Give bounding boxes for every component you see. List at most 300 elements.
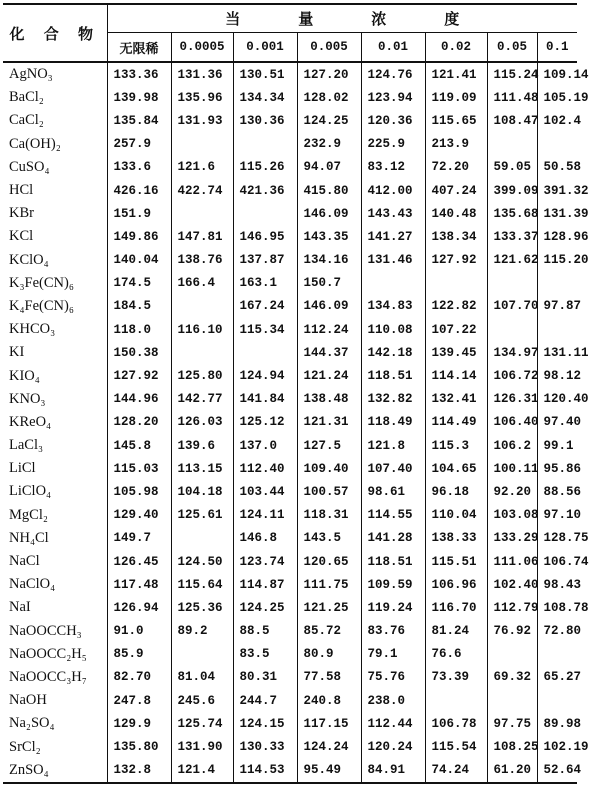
conductivity-value-cell: 102.40 — [487, 573, 537, 596]
conductivity-value-cell: 146.95 — [233, 225, 297, 248]
conductivity-value-cell: 138.34 — [425, 225, 487, 248]
conductivity-value-cell: 124.11 — [233, 504, 297, 527]
conductivity-value-cell — [487, 133, 537, 156]
conductivity-value-cell: 102.4 — [543, 113, 582, 128]
conductivity-value-cell: 137.0 — [233, 434, 297, 457]
conductivity-value-cell: 150.7 — [297, 272, 361, 295]
conductivity-value-cell: 114.87 — [233, 573, 297, 596]
conductivity-value-cell: 115.3 — [425, 434, 487, 457]
conductivity-value-cell: 131.46 — [361, 249, 425, 272]
table-row — [3, 364, 577, 387]
conductivity-value-cell: 139.6 — [171, 434, 233, 457]
conductivity-value-cell: 114.53 — [233, 759, 297, 783]
conductivity-value-cell: 83.12 — [361, 156, 425, 179]
conductivity-value-cell: 128.02 — [297, 86, 361, 109]
conductivity-value-cell: 131.36 — [171, 62, 233, 86]
conductivity-value-cell: 130.33 — [233, 735, 297, 758]
conductivity-value-cell: 98.12 — [543, 369, 582, 384]
conductivity-value-cell: 167.24 — [233, 295, 297, 318]
conductivity-value-cell: 127.92 — [107, 364, 171, 387]
conductivity-value-cell: 82.70 — [107, 666, 171, 689]
table-row — [3, 573, 577, 596]
conductivity-value-cell: 128.75 — [543, 531, 589, 546]
conductivity-value-cell — [425, 272, 487, 295]
conductivity-value-cell: 130.36 — [233, 109, 297, 132]
conductivity-value-cell: 73.39 — [425, 666, 487, 689]
compound-cell: NaClO₄ — [3, 573, 107, 596]
compound-cell: K₄Fe(CN)₆ — [3, 295, 107, 318]
conductivity-value-cell: 117.48 — [107, 573, 171, 596]
compound-cell: SrCl₂ — [3, 735, 107, 758]
conductivity-value-cell: 97.40 — [543, 415, 582, 430]
conductivity-value-cell: 108.47 — [487, 109, 537, 132]
conductivity-value-cell: 115.20 — [543, 253, 589, 268]
conductivity-value-cell: 121.6 — [171, 156, 233, 179]
conductivity-value-cell: 121.8 — [361, 434, 425, 457]
conductivity-value-cell — [537, 643, 577, 666]
conductivity-value-cell: 120.40 — [543, 392, 589, 407]
conductivity-value-cell: 112.24 — [297, 318, 361, 341]
conductivity-value-cell: 174.5 — [107, 272, 171, 295]
conductivity-value-cell: 115.03 — [107, 457, 171, 480]
conductivity-value-cell: 115.34 — [233, 318, 297, 341]
conductivity-value-cell: 150.38 — [107, 341, 171, 364]
table-row — [3, 86, 577, 109]
conductivity-value-cell: 128.96 — [543, 229, 589, 244]
conductivity-value-cell: 134.34 — [233, 86, 297, 109]
conductivity-value-cell: 106.40 — [487, 411, 537, 434]
table-row — [3, 527, 577, 550]
concentration-header: 0.05 — [487, 33, 537, 63]
conductivity-value-cell: 142.77 — [171, 388, 233, 411]
conductivity-value-cell: 52.64 — [537, 759, 577, 783]
compound-cell: KReO₄ — [3, 411, 107, 434]
conductivity-value-cell: 115.24 — [487, 62, 537, 86]
conductivity-value-cell — [537, 272, 577, 295]
conductivity-value-cell: 117.15 — [297, 712, 361, 735]
conductivity-value-cell: 134.97 — [487, 341, 537, 364]
conductivity-value-cell: 77.58 — [297, 666, 361, 689]
compound-cell: LiClO₄ — [3, 480, 107, 503]
conductivity-value-cell: 118.51 — [361, 550, 425, 573]
conductivity-value-cell: 247.8 — [107, 689, 171, 712]
conductivity-value-cell: 132.41 — [425, 388, 487, 411]
conductivity-value-cell: 407.24 — [425, 179, 487, 202]
conductivity-value-cell: 108.25 — [487, 735, 537, 758]
conductivity-value-cell: 109.40 — [297, 457, 361, 480]
table-row — [3, 249, 577, 272]
table-row — [3, 759, 577, 783]
compound-cell: LiCl — [3, 457, 107, 480]
conductivity-value-cell: 121.62 — [487, 249, 537, 272]
compound-cell: KClO₄ — [3, 249, 107, 272]
conductivity-value-cell — [171, 202, 233, 225]
conductivity-value-cell: 61.20 — [487, 759, 537, 783]
conductivity-value-cell: 143.43 — [361, 202, 425, 225]
compound-cell: KCl — [3, 225, 107, 248]
conductivity-value-cell: 121.41 — [425, 62, 487, 86]
conductivity-value-cell: 111.75 — [297, 573, 361, 596]
conductivity-value-cell: 122.82 — [425, 295, 487, 318]
conductivity-value-cell: 80.9 — [297, 643, 361, 666]
conductivity-value-cell: 133.29 — [487, 527, 537, 550]
conductivity-value-cell: 232.9 — [297, 133, 361, 156]
conductivity-value-cell: 69.32 — [487, 666, 537, 689]
conductivity-value-cell: 107.70 — [487, 295, 537, 318]
conductivity-value-cell: 106.72 — [487, 364, 537, 387]
conductivity-value-cell: 124.94 — [233, 364, 297, 387]
conductivity-value-cell: 245.6 — [171, 689, 233, 712]
conductivity-value-cell: 124.76 — [361, 62, 425, 86]
conductivity-value-cell: 138.33 — [425, 527, 487, 550]
compound-cell: ZnSO₄ — [3, 759, 107, 783]
table-row — [3, 457, 577, 480]
conductivity-value-cell: 116.10 — [171, 318, 233, 341]
compound-cell: AgNO₃ — [3, 62, 107, 86]
conductivity-value-cell: 95.49 — [297, 759, 361, 783]
conductivity-value-cell: 131.39 — [543, 206, 589, 221]
compound-cell: KIO₄ — [3, 364, 107, 387]
table-row — [3, 434, 577, 457]
conductivity-value-cell: 107.22 — [425, 318, 487, 341]
conductivity-value-cell — [487, 643, 537, 666]
compound-cell: NaCl — [3, 550, 107, 573]
table-header — [3, 4, 577, 62]
conductivity-value-cell: 138.48 — [297, 388, 361, 411]
conductivity-value-cell: 81.04 — [171, 666, 233, 689]
conductivity-value-cell: 89.98 — [543, 716, 582, 731]
compound-cell: NaOOCC₃H₇ — [3, 666, 107, 689]
conductivity-value-cell: 124.25 — [233, 596, 297, 619]
table-row — [3, 109, 577, 132]
conductivity-value-cell: 125.12 — [233, 411, 297, 434]
conductivity-value-cell: 118.51 — [361, 364, 425, 387]
conductivity-value-cell: 112.40 — [233, 457, 297, 480]
conductivity-value-cell: 118.31 — [297, 504, 361, 527]
conductivity-value-cell: 415.80 — [297, 179, 361, 202]
conductivity-value-cell: 127.92 — [425, 249, 487, 272]
conductivity-value-cell: 213.9 — [425, 133, 487, 156]
conductivity-value-cell: 184.5 — [107, 295, 171, 318]
conductivity-value-cell: 132.8 — [107, 759, 171, 783]
conductivity-value-cell: 109.14 — [543, 67, 589, 82]
conductivity-value-cell: 149.86 — [107, 225, 171, 248]
compound-cell: KHCO₃ — [3, 318, 107, 341]
concentration-header: 0.0005 — [171, 33, 233, 63]
conductivity-value-cell: 115.65 — [425, 109, 487, 132]
conductivity-value-cell: 128.20 — [107, 411, 171, 434]
conductivity-value-cell: 111.48 — [487, 86, 537, 109]
conductivity-value-cell: 391.32 — [543, 183, 589, 198]
conductivity-value-cell: 135.84 — [107, 109, 171, 132]
conductivity-value-cell: 124.24 — [297, 735, 361, 758]
conductivity-value-cell: 115.54 — [425, 735, 487, 758]
table-row — [3, 202, 577, 225]
table-row — [3, 179, 577, 202]
conductivity-value-cell — [171, 527, 233, 550]
conductivity-value-cell: 135.96 — [171, 86, 233, 109]
conductivity-value-cell: 105.98 — [107, 480, 171, 503]
conductivity-value-cell: 92.20 — [487, 480, 537, 503]
conductivity-value-cell: 139.45 — [425, 341, 487, 364]
compound-cell: NaOOCC₂H₅ — [3, 643, 107, 666]
compound-cell: HCl — [3, 179, 107, 202]
conductivity-value-cell: 146.09 — [297, 202, 361, 225]
conductivity-value-cell: 91.0 — [107, 620, 171, 643]
conductivity-value-cell: 89.2 — [171, 620, 233, 643]
conductivity-value-cell: 143.5 — [297, 527, 361, 550]
concentration-header: 0.01 — [361, 33, 425, 63]
conductivity-value-cell: 103.44 — [233, 480, 297, 503]
conductivity-value-cell: 146.09 — [297, 295, 361, 318]
compound-cell: MgCl₂ — [3, 504, 107, 527]
conductivity-value-cell: 144.37 — [297, 341, 361, 364]
concentration-group-header: 当量浓度 — [107, 4, 577, 33]
concentration-header: 无限稀 — [107, 33, 171, 63]
conductivity-value-cell: 127.5 — [297, 434, 361, 457]
conductivity-value-cell: 399.09 — [487, 179, 537, 202]
conductivity-value-cell: 133.36 — [107, 62, 171, 86]
table-row — [3, 480, 577, 503]
conductivity-value-cell: 104.18 — [171, 480, 233, 503]
conductivity-value-cell: 112.79 — [487, 596, 537, 619]
conductivity-value-cell: 100.11 — [487, 457, 537, 480]
conductivity-value-cell: 131.90 — [171, 735, 233, 758]
conductivity-value-cell: 83.5 — [233, 643, 297, 666]
conductivity-value-cell: 109.59 — [361, 573, 425, 596]
conductivity-value-cell: 103.08 — [487, 504, 537, 527]
table-row — [3, 596, 577, 619]
compound-cell: NaI — [3, 596, 107, 619]
conductivity-value-cell: 143.35 — [297, 225, 361, 248]
table-row — [3, 550, 577, 573]
conductivity-value-cell: 110.08 — [361, 318, 425, 341]
conductivity-value-cell: 99.1 — [543, 438, 574, 453]
conductivity-value-cell: 84.91 — [361, 759, 425, 783]
table-row — [3, 156, 577, 179]
conductivity-value-cell — [487, 318, 537, 341]
conductivity-value-cell: 135.68 — [487, 202, 537, 225]
conductivity-value-cell: 141.27 — [361, 225, 425, 248]
conductivity-value-cell: 120.36 — [361, 109, 425, 132]
table-row — [3, 689, 577, 712]
conductivity-value-cell: 141.84 — [233, 388, 297, 411]
table-row — [3, 62, 577, 86]
compound-cell: NaOOCCH₃ — [3, 620, 107, 643]
conductivity-value-cell — [171, 133, 233, 156]
conductivity-value-cell: 121.24 — [297, 364, 361, 387]
conductivity-value-cell: 240.8 — [297, 689, 361, 712]
conductivity-value-cell: 88.56 — [543, 484, 582, 499]
conductivity-value-cell: 238.0 — [361, 689, 425, 712]
conductivity-value-cell: 146.8 — [233, 527, 297, 550]
conductivity-value-cell: 76.6 — [425, 643, 487, 666]
conductivity-value-cell — [233, 341, 297, 364]
conductivity-value-cell — [171, 295, 233, 318]
conductivity-value-cell — [171, 643, 233, 666]
conductivity-value-cell: 100.57 — [297, 480, 361, 503]
concentration-header: 0.02 — [425, 33, 487, 63]
conductivity-value-cell: 72.80 — [543, 624, 582, 639]
conductivity-value-cell: 125.36 — [171, 596, 233, 619]
conductivity-value-cell: 426.16 — [107, 179, 171, 202]
conductivity-value-cell: 79.1 — [361, 643, 425, 666]
table-row — [3, 411, 577, 434]
conductivity-value-cell: 85.9 — [107, 643, 171, 666]
conductivity-value-cell: 104.65 — [425, 457, 487, 480]
conductivity-value-cell: 137.87 — [233, 249, 297, 272]
conductivity-value-cell: 257.9 — [107, 133, 171, 156]
conductivity-value-cell: 142.18 — [361, 341, 425, 364]
conductivity-value-cell: 412.00 — [361, 179, 425, 202]
conductivity-value-cell: 102.19 — [543, 740, 589, 755]
conductivity-value-cell: 126.31 — [487, 388, 537, 411]
conductivity-value-cell: 80.31 — [233, 666, 297, 689]
table-row — [3, 666, 577, 689]
conductivity-value-cell: 106.78 — [425, 712, 487, 735]
conductivity-value-cell: 114.55 — [361, 504, 425, 527]
concentration-header: 0.005 — [297, 33, 361, 63]
conductivity-value-cell: 244.7 — [233, 689, 297, 712]
conductivity-value-cell: 72.20 — [425, 156, 487, 179]
table-row — [3, 388, 577, 411]
conductivity-value-cell: 120.24 — [361, 735, 425, 758]
conductivity-value-cell: 124.25 — [297, 109, 361, 132]
conductivity-value-cell: 126.94 — [107, 596, 171, 619]
conductivity-table — [3, 3, 589, 784]
conductivity-value-cell: 225.9 — [361, 133, 425, 156]
conductivity-value-cell: 141.28 — [361, 527, 425, 550]
conductivity-value-cell: 118.49 — [361, 411, 425, 434]
conductivity-value-cell: 121.4 — [171, 759, 233, 783]
conductivity-value-cell: 126.03 — [171, 411, 233, 434]
conductivity-value-cell: 132.82 — [361, 388, 425, 411]
conductivity-value-cell: 134.16 — [297, 249, 361, 272]
conductivity-value-cell: 123.94 — [361, 86, 425, 109]
conductivity-value-cell — [537, 318, 577, 341]
conductivity-value-cell: 147.81 — [171, 225, 233, 248]
conductivity-value-cell — [537, 133, 577, 156]
table-row — [3, 272, 577, 295]
conductivity-value-cell: 139.98 — [107, 86, 171, 109]
conductivity-value-cell — [537, 689, 577, 712]
compound-cell: KBr — [3, 202, 107, 225]
table-row — [3, 341, 577, 364]
conductivity-value-cell: 119.24 — [361, 596, 425, 619]
compound-cell: LaCl₃ — [3, 434, 107, 457]
conductivity-value-cell: 97.87 — [543, 299, 582, 314]
conductivity-value-cell: 98.43 — [543, 577, 582, 592]
conductivity-value-cell: 97.75 — [487, 712, 537, 735]
conductivity-value-cell: 124.15 — [233, 712, 297, 735]
conductivity-value-cell: 127.20 — [297, 62, 361, 86]
conductivity-value-cell: 106.96 — [425, 573, 487, 596]
conductivity-value-cell: 76.92 — [487, 620, 537, 643]
conductivity-value-cell — [487, 689, 537, 712]
conductivity-value-cell: 115.51 — [425, 550, 487, 573]
conductivity-value-cell: 111.06 — [487, 550, 537, 573]
conductivity-value-cell: 106.74 — [543, 554, 589, 569]
conductivity-value-cell: 422.74 — [171, 179, 233, 202]
conductivity-value-cell: 94.07 — [297, 156, 361, 179]
conductivity-value-cell: 163.1 — [233, 272, 297, 295]
conductivity-value-cell: 65.27 — [543, 670, 582, 685]
conductivity-value-cell: 113.15 — [171, 457, 233, 480]
conductivity-value-cell: 120.65 — [297, 550, 361, 573]
compound-cell: CaCl₂ — [3, 109, 107, 132]
conductivity-value-cell: 140.04 — [107, 249, 171, 272]
compound-cell: NH₄Cl — [3, 527, 107, 550]
conductivity-value-cell: 97.10 — [543, 508, 582, 523]
conductivity-value-cell: 123.74 — [233, 550, 297, 573]
conductivity-value-cell: 115.64 — [171, 573, 233, 596]
table-row — [3, 643, 577, 666]
conductivity-value-cell — [361, 272, 425, 295]
conductivity-value-cell: 107.40 — [361, 457, 425, 480]
conductivity-value-cell: 140.48 — [425, 202, 487, 225]
conductivity-value-cell: 75.76 — [361, 666, 425, 689]
conductivity-value-cell: 95.86 — [543, 461, 582, 476]
compound-cell: KI — [3, 341, 107, 364]
conductivity-value-cell: 83.76 — [361, 620, 425, 643]
conductivity-value-cell — [487, 272, 537, 295]
conductivity-value-cell: 50.58 — [543, 160, 582, 175]
conductivity-value-cell: 114.14 — [425, 364, 487, 387]
conductivity-value-cell: 131.11 — [543, 345, 589, 360]
conductivity-value-cell: 121.25 — [297, 596, 361, 619]
conductivity-value-cell: 98.61 — [361, 480, 425, 503]
compound-cell: BaCl₂ — [3, 86, 107, 109]
conductivity-value-cell: 85.72 — [297, 620, 361, 643]
conductivity-value-cell: 115.26 — [233, 156, 297, 179]
conductivity-value-cell: 106.2 — [487, 434, 537, 457]
compound-cell: CuSO₄ — [3, 156, 107, 179]
conductivity-value-cell: 144.96 — [107, 388, 171, 411]
conductivity-value-cell: 81.24 — [425, 620, 487, 643]
conductivity-value-cell: 114.49 — [425, 411, 487, 434]
conductivity-value-cell — [233, 202, 297, 225]
conductivity-value-cell: 108.78 — [543, 600, 589, 615]
conductivity-value-cell: 126.45 — [107, 550, 171, 573]
conductivity-value-cell: 112.44 — [361, 712, 425, 735]
compound-cell: NaOH — [3, 689, 107, 712]
compound-cell: Na₂SO₄ — [3, 712, 107, 735]
conductivity-value-cell — [233, 133, 297, 156]
conductivity-value-cell: 138.76 — [171, 249, 233, 272]
conductivity-value-cell: 59.05 — [487, 156, 537, 179]
conductivity-value-cell: 421.36 — [233, 179, 297, 202]
conductivity-value-cell: 131.93 — [171, 109, 233, 132]
conductivity-value-cell: 74.24 — [425, 759, 487, 783]
conductivity-value-cell: 130.51 — [233, 62, 297, 86]
table-row — [3, 620, 577, 643]
conductivity-value-cell: 118.0 — [107, 318, 171, 341]
concentration-header: 0.001 — [233, 33, 297, 63]
conductivity-value-cell: 121.31 — [297, 411, 361, 434]
conductivity-value-cell: 105.19 — [543, 90, 589, 105]
compound-cell: K₃Fe(CN)₆ — [3, 272, 107, 295]
conductivity-value-cell: 151.9 — [107, 202, 171, 225]
conductivity-value-cell: 133.6 — [107, 156, 171, 179]
conductivity-value-cell: 133.37 — [487, 225, 537, 248]
conductivity-value-cell: 119.09 — [425, 86, 487, 109]
compound-column-header: 化 合 物 — [3, 4, 107, 62]
conductivity-value-cell: 125.74 — [171, 712, 233, 735]
conductivity-value-cell — [171, 341, 233, 364]
conductivity-value-cell: 149.7 — [107, 527, 171, 550]
conductivity-value-cell: 145.8 — [107, 434, 171, 457]
conductivity-value-cell — [425, 689, 487, 712]
